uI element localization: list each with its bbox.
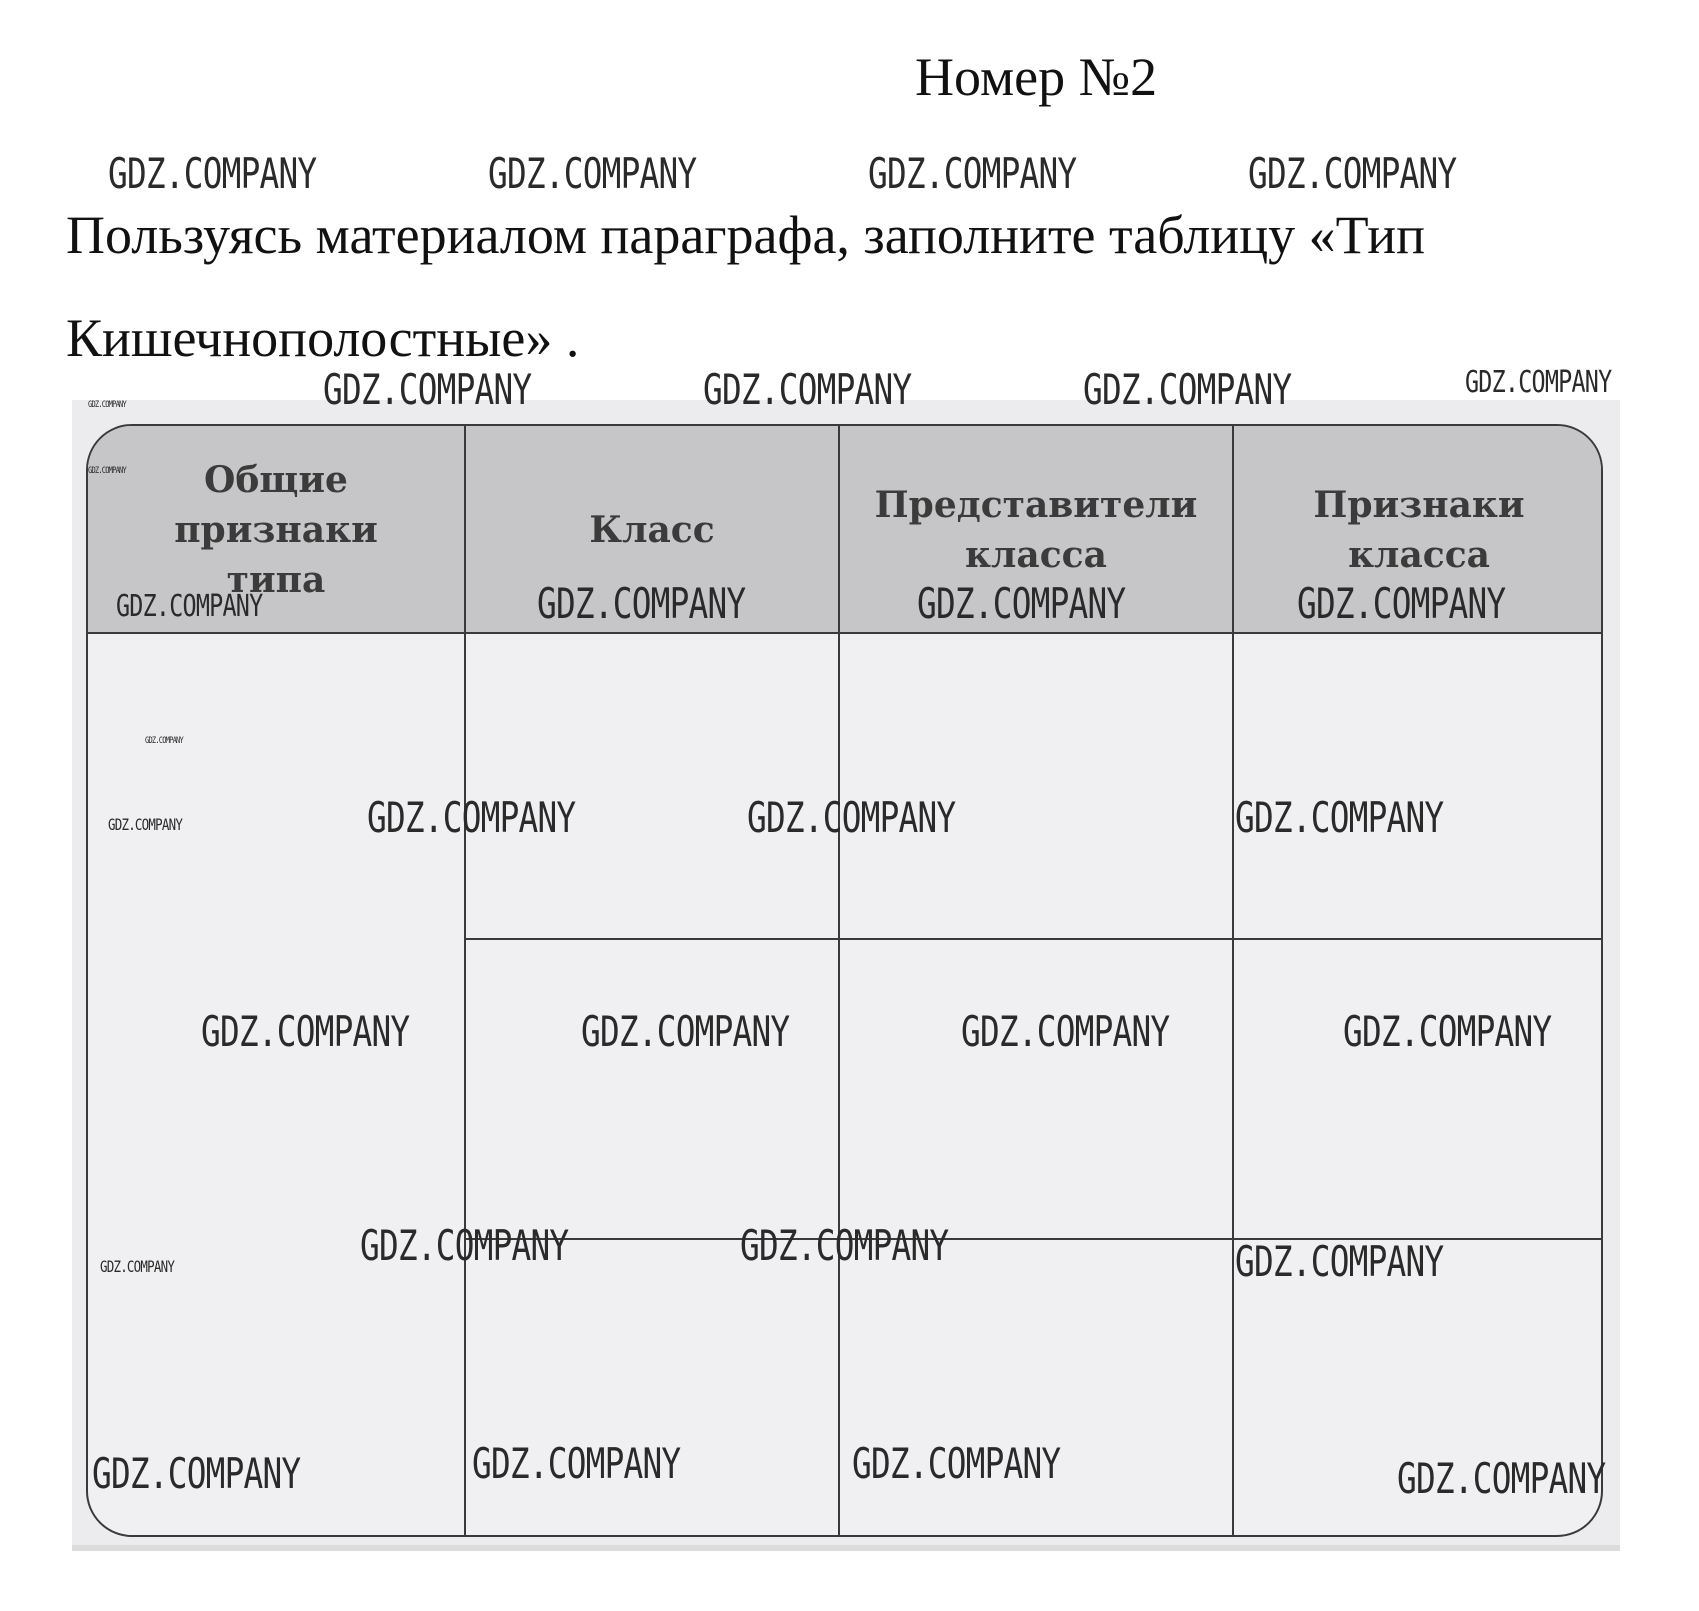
watermark: GDZ.COMPANY: [323, 365, 532, 414]
watermark: GDZ.COMPANY: [917, 579, 1126, 628]
page-heading: Номер №2: [915, 47, 1158, 107]
watermark: GDZ.COMPANY: [145, 736, 183, 746]
header-cell-class-features: Признаки класса: [1313, 484, 1525, 576]
watermark: GDZ.COMPANY: [1397, 1454, 1606, 1503]
watermark: GDZ.COMPANY: [703, 365, 912, 414]
watermark: GDZ.COMPANY: [852, 1439, 1061, 1488]
watermark: GDZ.COMPANY: [537, 579, 746, 628]
cell-class-features-row-2: [1234, 940, 1603, 1238]
cell-representatives-row-3: [840, 1240, 1232, 1537]
header-cell-type-features: Общие признаки типа: [174, 459, 378, 601]
watermark: GDZ.COMPANY: [747, 793, 956, 842]
header-cell-representatives: Представители класса: [874, 484, 1198, 576]
cell-class-row-1: [466, 634, 838, 938]
watermark: GDZ.COMPANY: [1297, 579, 1506, 628]
watermark: GDZ.COMPANY: [92, 1449, 301, 1498]
watermark: GDZ.COMPANY: [108, 149, 317, 198]
watermark: GDZ.COMPANY: [88, 466, 126, 476]
cell-representatives-row-1: [840, 634, 1232, 938]
watermark: GDZ.COMPANY: [108, 815, 183, 834]
watermark: GDZ.COMPANY: [367, 793, 576, 842]
cell-class-row-3: [466, 1240, 838, 1537]
cell-type-features: [88, 634, 464, 1537]
watermark: GDZ.COMPANY: [88, 400, 126, 410]
watermark: GDZ.COMPANY: [1248, 149, 1457, 198]
header-cell-class: Класс: [589, 509, 715, 551]
watermark: GDZ.COMPANY: [100, 1257, 175, 1276]
watermark: GDZ.COMPANY: [1083, 365, 1292, 414]
watermark: GDZ.COMPANY: [581, 1007, 790, 1056]
watermark: GDZ.COMPANY: [740, 1221, 949, 1270]
watermark: GDZ.COMPANY: [488, 149, 697, 198]
watermark: GDZ.COMPANY: [116, 589, 263, 624]
watermark: GDZ.COMPANY: [1235, 1237, 1444, 1286]
task-text-line-2: Кишечнополостные» .: [66, 308, 580, 368]
watermark: GDZ.COMPANY: [1343, 1007, 1552, 1056]
cell-class-features-row-1: [1234, 634, 1603, 938]
watermark: GDZ.COMPANY: [201, 1007, 410, 1056]
task-text-line-1: Пользуясь материалом параграфа, заполните таблицу «Тип: [66, 205, 1426, 265]
scan-shadow: [72, 1545, 1620, 1551]
watermark: GDZ.COMPANY: [1235, 793, 1444, 842]
watermark: GDZ.COMPANY: [961, 1007, 1170, 1056]
watermark: GDZ.COMPANY: [868, 149, 1077, 198]
cell-class-row-2: [466, 940, 838, 1238]
watermark: GDZ.COMPANY: [472, 1439, 681, 1488]
watermark: GDZ.COMPANY: [1465, 365, 1612, 400]
cell-representatives-row-2: [840, 940, 1232, 1238]
watermark: GDZ.COMPANY: [360, 1221, 569, 1270]
